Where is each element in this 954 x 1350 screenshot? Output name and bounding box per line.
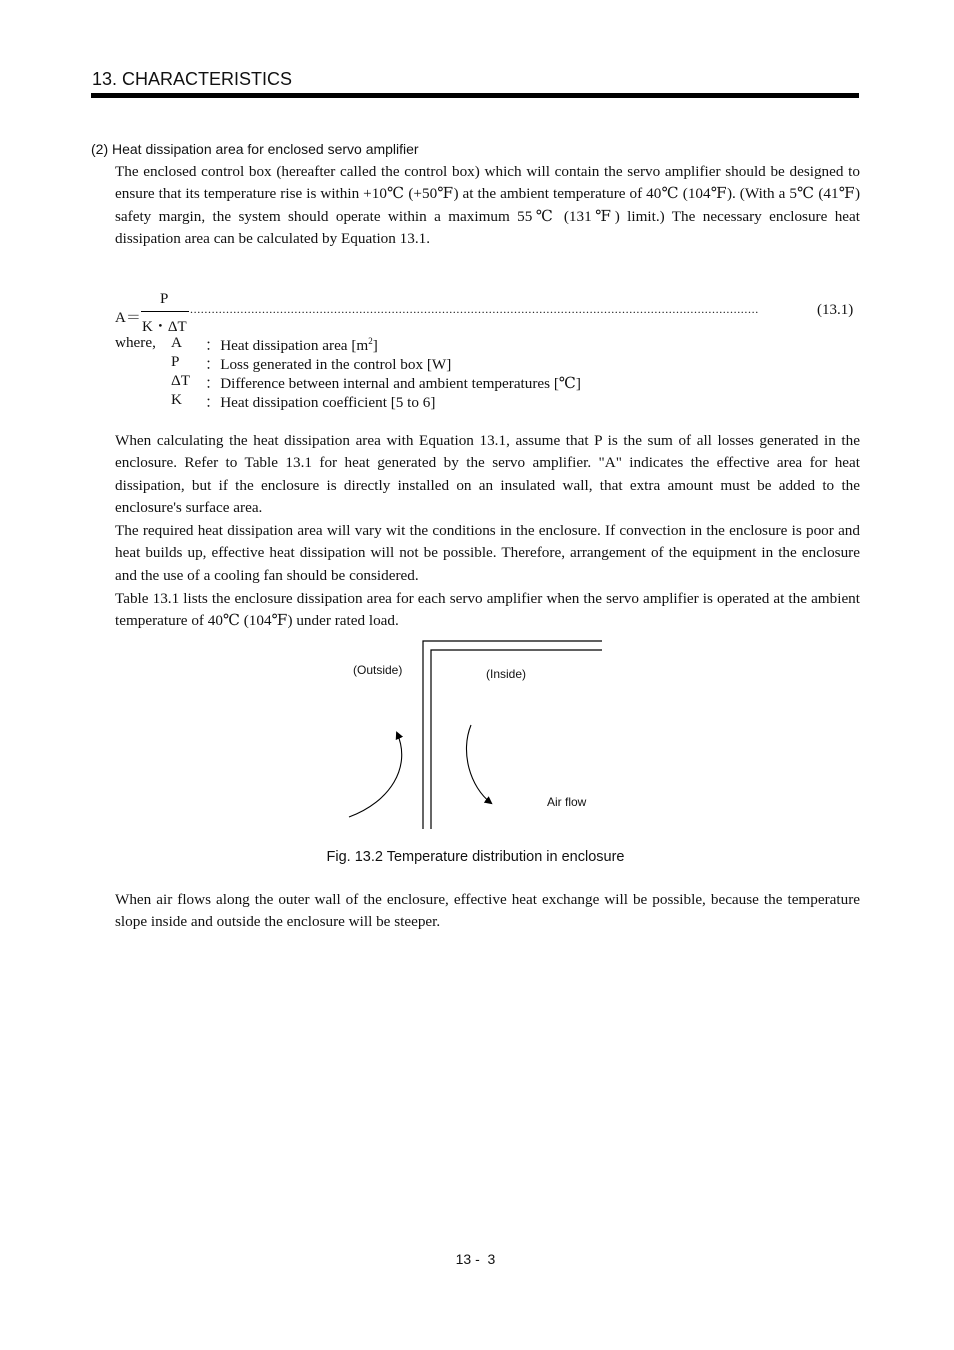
fraction-denominator: K・ΔT xyxy=(142,319,187,335)
calculation-paragraph: When calculating the heat dissipation area with Equation 13.1, assume that P is the sum of all losses generated in the enclosure. Refer to Table 13.1 for heat generated by the servo amplifier. "A" indicates the effective area for heat dissipation, but if the enclosure is directly installed on an insulated wall, that extra amount must be added to the enclosure's surface area. xyxy=(115,432,860,517)
definition-text: ：Loss generated in the control box [W] xyxy=(205,356,452,373)
conclusion-paragraph: When air flows along the outer wall of the enclosure, effective heat exchange will be possible, because the temperature slope inside and outside the enclosure will be steeper. xyxy=(115,891,860,931)
header-rule xyxy=(91,93,859,98)
convection-paragraph: The required heat dissipation area will vary wit the conditions in the enclosure. If convection in the enclosure is poor and heat builds up, effective heat dissipation will not be possible. Therefore, arrangement of the equipment in the enclosure and the use of a cooling fan should be considered. xyxy=(115,522,860,584)
equation-dot-leader: .............................................................................................................................................................. xyxy=(190,302,759,316)
definitions-lead: where, xyxy=(115,334,156,351)
definition-symbol: A xyxy=(171,334,182,351)
enclosure-airflow-figure xyxy=(340,637,620,832)
chapter-title: 13. CHARACTERISTICS xyxy=(92,69,293,89)
superscript: 2 xyxy=(368,336,373,346)
equation-number: (13.1) xyxy=(817,302,854,318)
equation-13-1 xyxy=(115,291,860,333)
intro-paragraph: The enclosed control box (hereafter called the control box) which will contain the servo amplifier should be designed to ensure that its temperature rise is within +10℃ (+50℉) at the ambient temperature of 40℃ (104℉). (With a 5℃ (41℉) safety margin, the system should operate within a maximum 55℃ (131℉) limit.) The necessary enclosure heat dissipation area can be calculated by Equation 13.1. xyxy=(115,163,860,248)
definition-text: ：Difference between internal and ambient temperatures [℃] xyxy=(205,375,581,392)
inside-airflow-arrow xyxy=(466,725,491,803)
definition-symbol: ΔT xyxy=(171,372,191,389)
definition-text xyxy=(205,334,378,355)
fraction-numerator: P xyxy=(160,291,169,307)
definition-text-main: ：Heat dissipation area [m xyxy=(205,337,369,354)
fraction-bar xyxy=(141,311,189,312)
page-number: 13 - 3 xyxy=(455,1251,496,1267)
outside-label: (Outside) xyxy=(353,663,403,677)
definition-text: ：Heat dissipation coefficient [5 to 6] xyxy=(205,394,436,411)
table-reference-paragraph: Table 13.1 lists the enclosure dissipation area for each servo amplifier when the servo amplifier is operated at the ambient temperature of 40℃ (104℉) under rated load. xyxy=(115,590,860,630)
inside-label: (Inside) xyxy=(486,667,527,681)
definition-symbol: K xyxy=(171,391,182,408)
outside-airflow-arrow xyxy=(349,733,402,817)
figure-caption: Fig. 13.2 Temperature distribution in enclosure xyxy=(326,849,625,865)
definition-symbol: P xyxy=(171,353,180,370)
equation-lhs: A＝ xyxy=(115,310,141,326)
airflow-label: Air flow xyxy=(547,795,587,809)
definition-text-after: ] xyxy=(372,337,378,354)
section-heading: (2) Heat dissipation area for enclosed servo amplifier xyxy=(91,141,419,157)
